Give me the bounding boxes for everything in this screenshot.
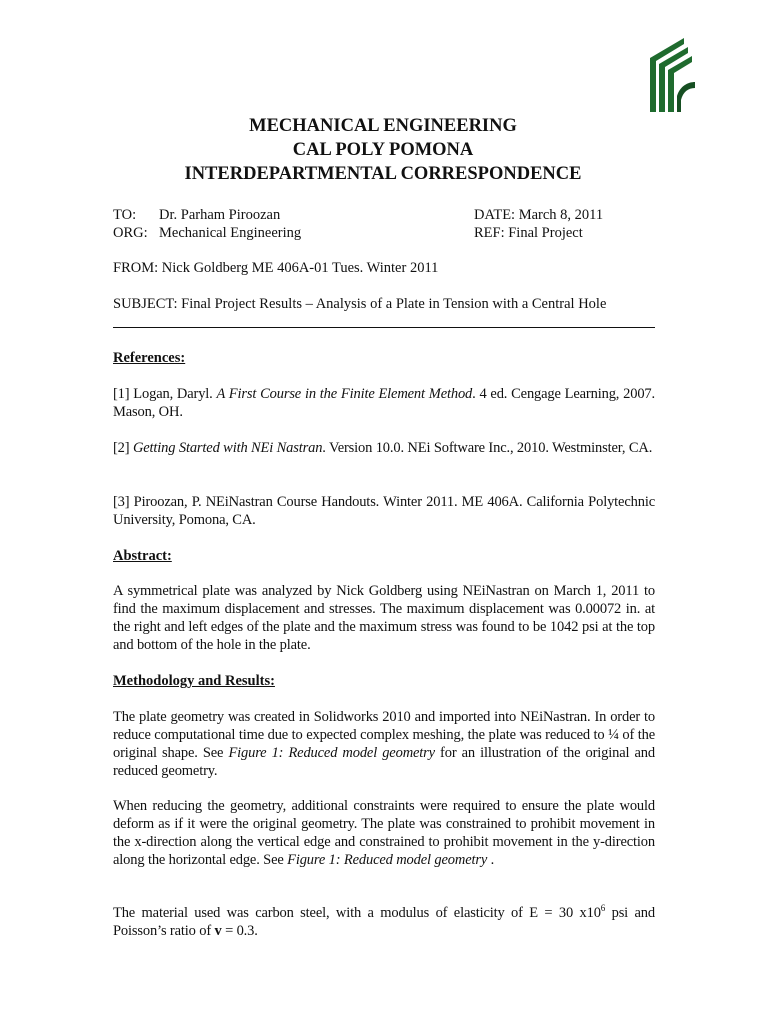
date-line: DATE: March 8, 2011 <box>474 207 604 223</box>
to-line <box>113 206 280 224</box>
references-heading: References: <box>113 350 186 366</box>
org-label: ORG: <box>113 225 148 241</box>
cal-poly-pomona-logo-icon <box>650 36 696 112</box>
correspondence-title: INTERDEPARTMENTAL CORRESPONDENCE <box>184 164 582 184</box>
org-line <box>113 224 301 242</box>
reference-item: [3] Piroozan, P. NEiNastran Course Handouts. Winter 2011. ME 406A. California Polytechnic University, Pomona, CA. <box>113 494 655 528</box>
methodology-paragraph: The plate geometry was created in Solidworks 2010 and imported into NEiNastran. In order to reduce computational time due to expected complex meshing, the plate was reduced to ¼ of the original shape. See Figure 1: Reduced model geometry for an illustration of the original and reduced geometry. <box>113 709 655 779</box>
reference-item: [1] Logan, Daryl. A First Course in the Finite Element Method. 4 ed. Cengage Learning, 2007. Mason, OH. <box>113 386 655 420</box>
methodology-paragraph: When reducing the geometry, additional constraints were required to ensure the plate would deform as if it were the original geometry. The plate was constrained to prohibit movement in the x-direction along the vertical edge and constrained to prohibit movement in the y-direction along the horizontal edge. See Figure 1: Reduced model geometry . <box>113 798 655 868</box>
department-title: MECHANICAL ENGINEERING <box>249 116 517 136</box>
figure-reference: Figure 1: Reduced model geometry <box>228 745 435 761</box>
reference-title: Getting Started with NEi Nastran <box>132 440 323 456</box>
org-value: Mechanical Engineering <box>159 225 302 241</box>
abstract-text: A symmetrical plate was analyzed by Nick Goldberg using NEiNastran on March 1, 2011 to find the maximum displacement and stresses. The maximum displacement was 0.00072 in. at the right and left edges of the plate and the maximum stress was found to be 1042 psi at the top and bottom of the hole in the plate. <box>113 583 655 653</box>
material-paragraph: The material used was carbon steel, with a modulus of elasticity of E = 30 $x10^6$ psi and Poisson’s ratio of v = 0.3. <box>113 903 655 939</box>
subject-line: SUBJECT: Final Project Results – Analysis of a Plate in Tension with a Central Hole <box>113 296 607 312</box>
poisson-symbol: v <box>214 923 222 939</box>
from-line: FROM: Nick Goldberg ME 406A-01 Tues. Winter 2011 <box>113 260 439 276</box>
to-label: TO: <box>113 207 137 223</box>
reference-title: A First Course in the Finite Element Method <box>216 386 473 402</box>
ref-line: REF: Final Project <box>474 225 583 241</box>
subject-divider <box>113 327 655 328</box>
university-title: CAL POLY POMONA <box>292 140 474 160</box>
methodology-heading: Methodology and Results: <box>113 673 275 689</box>
memo-header <box>113 114 653 186</box>
to-value: Dr. Parham Piroozan <box>159 207 281 223</box>
exponent: 6 <box>600 903 606 914</box>
figure-reference: Figure 1: Reduced model geometry <box>287 852 488 868</box>
reference-item: [2] Getting Started with NEi Nastran. Version 10.0. NEi Software Inc., 2010. Westminster, CA. <box>113 440 653 456</box>
abstract-heading: Abstract: <box>113 548 172 564</box>
